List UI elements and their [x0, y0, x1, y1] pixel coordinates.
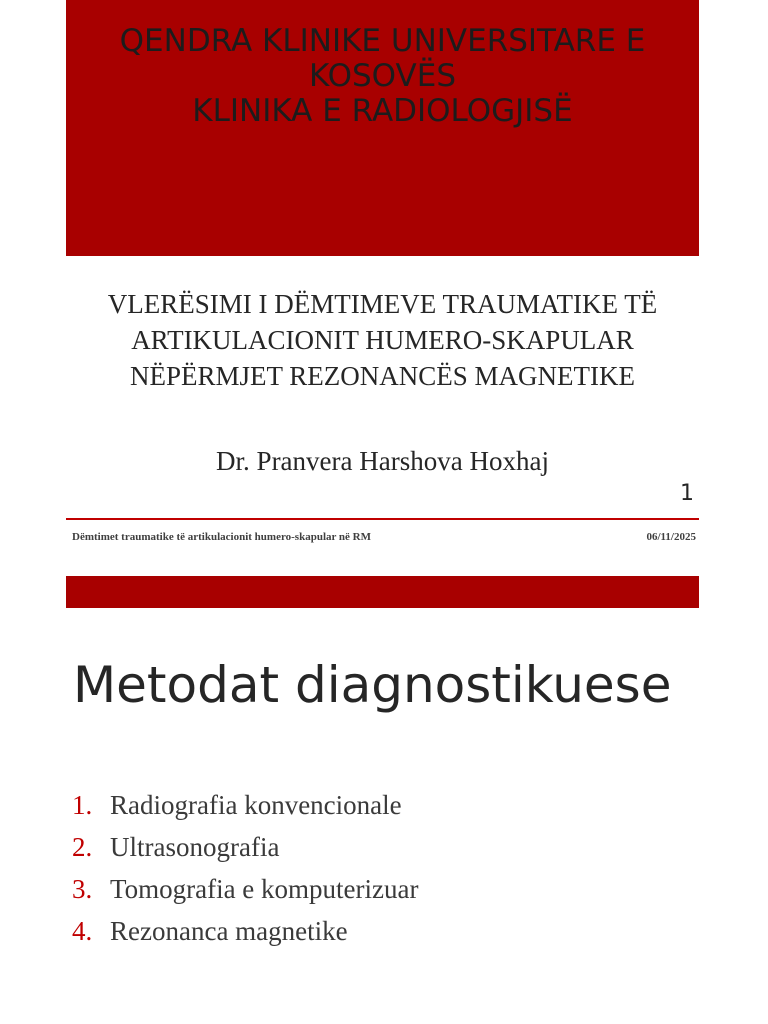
list-item-number: 2.: [72, 832, 93, 862]
list-item: [72, 784, 418, 826]
section-heading: Metodat diagnostikuese: [73, 656, 672, 714]
institution-line: KLINIKA E RADIOLOGJISË: [192, 93, 573, 129]
list-item: [72, 826, 418, 868]
institution-line: QENDRA KLINIKE UNIVERSITARE E: [119, 23, 646, 59]
institution-line: KOSOVËS: [308, 58, 457, 94]
list-item: [72, 910, 418, 952]
footer-divider: [66, 518, 699, 520]
list-item-number: 4.: [72, 916, 93, 946]
author-name: Dr. Pranvera Harshova Hoxhaj: [216, 446, 549, 476]
slide-title-line: ARTIKULACIONIT HUMERO-SKAPULAR: [131, 325, 634, 355]
list-item-label: Rezonanca magnetike: [110, 916, 348, 946]
list-item-label: Tomografia e komputerizuar: [110, 874, 419, 904]
list-item-label: Radiografia konvencionale: [110, 790, 402, 820]
list-item-number: 3.: [72, 874, 93, 904]
footer-caption: Dëmtimet traumatike të artikulacionit humero-skapular në RM: [72, 531, 372, 543]
diagnostic-methods-list: [72, 784, 418, 952]
second-slide-banner: [66, 576, 699, 608]
slide-title-line: VLERËSIMI I DËMTIMEVE TRAUMATIKE TË: [107, 289, 658, 319]
list-item-label: Ultrasonografia: [110, 832, 280, 862]
slide-title-line: NËPËRMJET REZONANCËS MAGNETIKE: [130, 361, 635, 391]
list-item: [72, 868, 418, 910]
list-item-number: 1.: [72, 790, 93, 820]
slide-number: 1: [680, 481, 694, 506]
footer-date: 06/11/2025: [646, 531, 696, 543]
institution-name: [66, 24, 699, 129]
slide-title: [66, 286, 699, 394]
